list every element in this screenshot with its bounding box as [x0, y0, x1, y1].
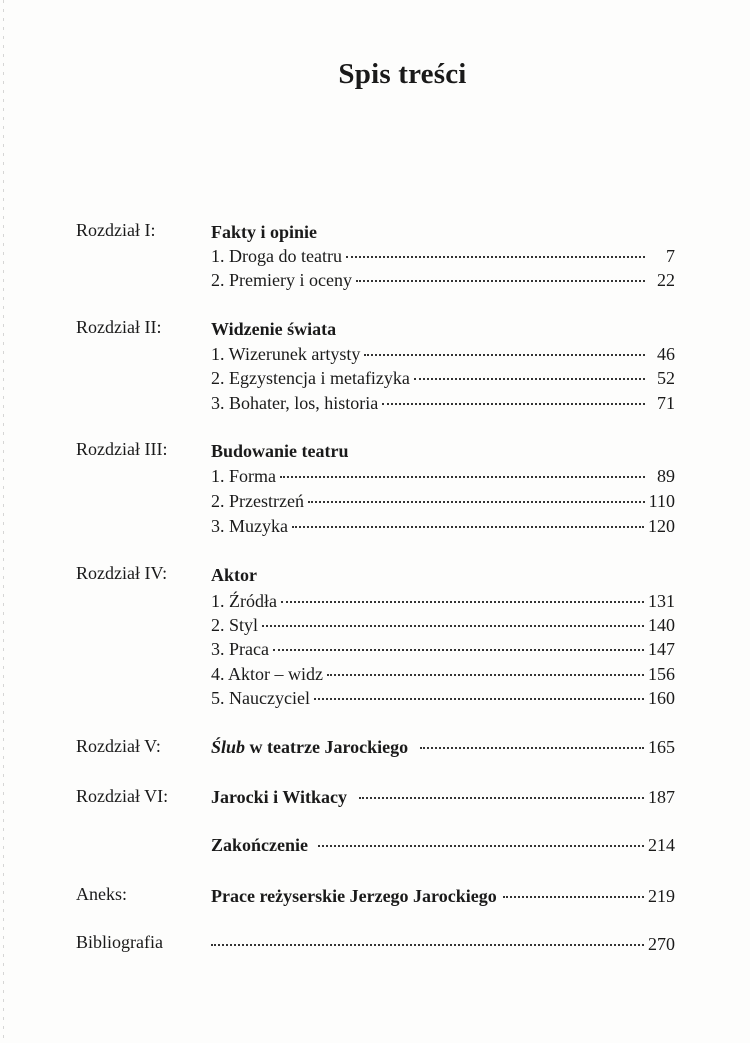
leader-dots	[420, 747, 644, 749]
entry-title: Prace reżyserskie Jerzego Jarockiego	[211, 886, 497, 906]
entry-text: 1. Wizerunek artysty	[211, 344, 361, 364]
leader-dots	[503, 896, 644, 898]
leader-dots	[382, 403, 645, 405]
entry-page: 46	[657, 344, 675, 364]
entry-text: 4. Aktor – widz	[211, 664, 323, 684]
entry-page: 219	[648, 886, 675, 906]
toc-entry	[211, 589, 675, 613]
leader-dots	[327, 674, 644, 676]
chapter-label-4: Rozdział IV:	[76, 563, 168, 583]
leader-dots	[318, 845, 644, 847]
toc-entry	[211, 613, 675, 637]
toc-entry	[211, 342, 675, 366]
page-title: Spis treści	[338, 58, 467, 90]
entry-page: 165	[648, 737, 675, 757]
entry-page: 156	[648, 664, 675, 684]
leader-dots	[314, 698, 644, 700]
entry-page: 52	[657, 368, 675, 388]
toc-entry	[211, 244, 675, 268]
chapter-label-3: Rozdział III:	[76, 439, 168, 459]
leader-dots	[364, 354, 645, 356]
annex-label: Aneks:	[76, 884, 127, 904]
toc-entry	[211, 366, 675, 390]
entry-page: 140	[648, 615, 675, 635]
toc-entry	[211, 637, 675, 661]
entry-text: 1. Źródła	[211, 591, 277, 611]
leader-dots	[281, 601, 644, 603]
entry-page: 22	[657, 270, 675, 290]
entry-title-italic: Ślub	[211, 737, 246, 757]
leader-dots	[308, 501, 645, 503]
chapter-title-1: Fakty i opinie	[211, 222, 318, 242]
leader-dots	[359, 797, 644, 799]
chapter-label-5: Rozdział V:	[76, 736, 161, 756]
entry-page: 120	[648, 516, 675, 536]
leader-dots	[292, 526, 644, 528]
toc-entry	[211, 268, 675, 292]
toc-entry-annex	[211, 884, 675, 908]
entry-title: Jarocki i Witkacy	[211, 787, 348, 807]
entry-text: 3. Bohater, los, historia	[211, 393, 379, 413]
toc-entry-chapter-6	[211, 785, 675, 809]
leader-dots	[280, 476, 645, 478]
entry-text: 3. Muzyka	[211, 516, 288, 536]
chapter-title-2: Widzenie świata	[211, 319, 337, 339]
leader-dots	[346, 256, 645, 258]
entry-text: 1. Forma	[211, 466, 276, 486]
leader-dots	[262, 625, 644, 627]
entry-page: 270	[648, 934, 675, 954]
entry-page: 147	[648, 639, 675, 659]
leader-dots	[273, 649, 644, 651]
leader-dots	[211, 944, 644, 946]
entry-page: 7	[666, 246, 675, 266]
chapter-title-4: Aktor	[211, 565, 257, 585]
chapter-label-1: Rozdział I:	[76, 220, 156, 240]
chapter-title-3: Budowanie teatru	[211, 441, 349, 461]
entry-text: 1. Droga do teatru	[211, 246, 342, 266]
entry-page: 131	[648, 591, 675, 611]
entry-text: 2. Premiery i oceny	[211, 270, 352, 290]
entry-title	[211, 735, 408, 759]
entry-text: 2. Egzystencja i metafizyka	[211, 368, 410, 388]
leader-dots	[414, 378, 645, 380]
toc-entry-chapter-5	[211, 735, 675, 759]
chapter-label-2: Rozdział II:	[76, 317, 162, 337]
toc-entry	[211, 464, 675, 488]
entry-text: 5. Nauczyciel	[211, 688, 310, 708]
entry-page: 110	[648, 491, 675, 511]
entry-title-rest: w teatrze Jarockiego	[245, 737, 409, 757]
bibliography-label: Bibliografia	[76, 932, 163, 952]
entry-text: 2. Przestrzeń	[211, 491, 304, 511]
entry-page: 187	[648, 787, 675, 807]
entry-title: Zakończenie	[211, 835, 308, 855]
toc-entry-bibliography	[211, 932, 675, 956]
toc-entry	[211, 686, 675, 710]
entry-page: 160	[648, 688, 675, 708]
entry-page: 214	[648, 835, 675, 855]
entry-text: 3. Praca	[211, 639, 269, 659]
leader-dots	[356, 280, 645, 282]
toc-entry	[211, 391, 675, 415]
toc-entry-conclusion	[211, 833, 675, 857]
page-edge-rule	[3, 0, 4, 1043]
entry-text: 2. Styl	[211, 615, 259, 635]
entry-page: 89	[657, 466, 675, 486]
entry-page: 71	[657, 393, 675, 413]
toc-entry	[211, 489, 675, 513]
toc-entry	[211, 514, 675, 538]
chapter-label-6: Rozdział VI:	[76, 786, 169, 806]
toc-entry	[211, 662, 675, 686]
